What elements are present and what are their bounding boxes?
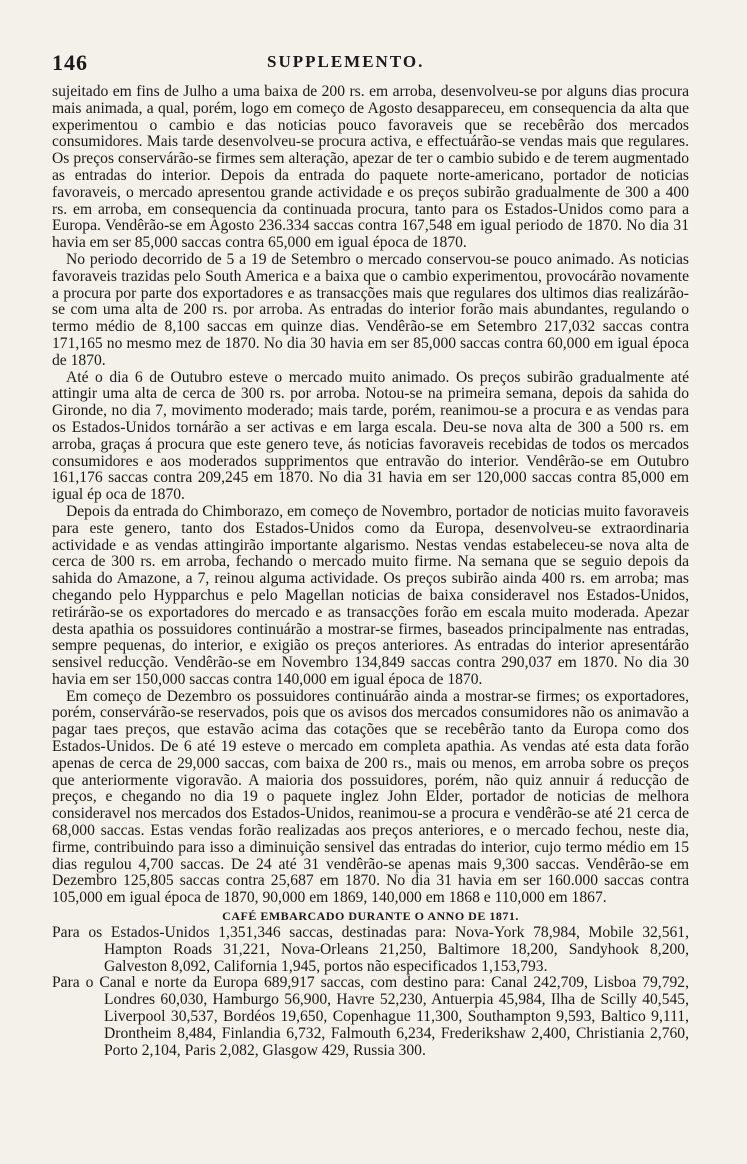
paragraph-october: Até o dia 6 de Outubro esteve o mercado muito animado. Os preços subirão gradualmente até attingir uma alta de cerca de 300 rs. por arroba. Notou-se na primeira semana, depois da sahida do Gironde, no dia 7, movimento moderado; mais tarde, porém, reanimou-se a procura e as vendas para os Estados-Unidos tornárão a ser activas e em larga escala. Deu-se nova alta de 300 a 500 rs. em arroba, graças á procura que este genero teve, ás noticias favoraveis recebidas de todos os mercados consumidores e aos moderados supprimentos que entravão do interior. Vendêrão-se em Outubro 161,176 saccas contra 209,245 em 1870. No dia 31 havia em ser 120,000 saccas contra 85,000 em igual ép oca de 1870.: [52, 368, 689, 504]
body-text: [52, 84, 689, 1059]
paragraph-august: sujeitado em fins de Julho a uma baixa de 200 rs. em arroba, desenvolveu-se por alguns dias procura mais animada, a qual, porém, logo em começo de Agosto desappareceu, em consequencia da alta que experimentou o cambio e das noticias pouco favoraveis que se recebêrão dos mercados consumidores. Mais tarde desenvolveu-se procura activa, e effectuárão-se vendas mais que regulares. Os preços conservárão-se firmes sem alteração, apezar de ter o cambio subido e de terem augmentado as entradas do interior. Depois da entrada do paquete norte-americano, portador de noticias favoraveis, o mercado apresentou grande actividade e os preços subirão gradualmente de 300 a 400 rs. em arroba, em consequencia da continuada procura, tanto para os Estados-Unidos como para a Europa. Vendêrão-se em Agosto 236.334 saccas contra 167,548 em igual periodo de 1870. No dia 31 havia em ser 85,000 saccas contra 65,000 em igual época de 1870.: [52, 83, 689, 252]
shipments-europe: Para o Canal e norte da Europa 689,917 saccas, com destino para: Canal 242,709, Lisboa 79,792, Londres 60,030, Hamburgo 56,900, Havre 52,230, Antuerpia 45,984, Ilha de Scilly 40,545, Liverpool 30,537, Bordéos 19,650, Copenhague 11,300, Southampton 9,593, Baltico 9,111, Drontheim 8,484, Finlandia 6,732, Falmouth 6,234, Frederikshaw 2,400, Christiania 2,760, Porto 2,104, Paris 2,082, Glasgow 429, Russia 300.: [52, 974, 689, 1059]
shipments-united-states: Para os Estados-Unidos 1,351,346 saccas, destinadas para: Nova-York 78,984, Mobile 32,561, Hampton Roads 31,221, Nova-Orleans 21,250, Baltimore 18,200, Sandyhook 8,200, Galveston 8,092, California 1,945, portos não especificados 1,153,793.: [52, 924, 689, 975]
running-title: SUPPLEMENTO.: [267, 52, 425, 71]
paragraph-september: No periodo decorrido de 5 a 19 de Setembro o mercado conservou-se pouco animado. As noticias favoraveis trazidas pelo South America e a baixa que o cambio experimentou, provocárão novamente a procura por parte dos exportadores e as transacções mais que regulares dos ultimos dias realizárão-se com uma alta de 200 rs. por arroba. As entradas do interior forão mais abundantes, regulando o termo médio de 8,100 saccas em quinze dias. Vendêrão-se em Setembro 217,032 saccas contra 171,165 no mesmo mez de 1870. No dia 30 havia em ser 85,000 saccas contra 60,000 em igual época de 1870.: [52, 250, 689, 369]
section-heading: CAFÉ EMBARCADO DURANTE O ANNO DE 1871.: [222, 909, 519, 924]
page-header: [52, 50, 689, 84]
page-number: 146: [52, 50, 88, 75]
paragraph-november: Depois da entrada do Chimborazo, em começo de Novembro, portador de noticias muito favoraveis para este genero, tanto dos Estados-Unidos como da Europa, desenvolveu-se extraordinaria actividade e as vendas attingirão importante algarismo. Nestas vendas estabeleceu-se nova alta de cerca de 300 rs. em arroba, fechando o mercado muito firme. Na semana que se seguio depois da sahida do Amazone, a 7, reinou alguma actividade. Os preços subirão ainda 400 rs. em arroba; mas chegando pelo Hypparchus e pelo Magellan noticias de baixa consideravel nos Estados-Unidos, retirárão-se os exportadores do mercado e as transacções forão em escala muito moderada. Apezar desta apathia os possuidores continuárão a mostrar-se firmes, baseados principalmente nas entradas, sempre pequenas, do interior, e exigião os preços anteriores. As entradas do interior apresentárão sensivel reducção. Vendêrão-se em Novembro 134,849 saccas contra 290,037 em 1870. No dia 30 havia em ser 150,000 saccas contra 140,000 em igual época de 1870.: [52, 502, 689, 688]
paragraph-december: Em começo de Dezembro os possuidores continuárão ainda a mostrar-se firmes; os exportadores, porém, conservárão-se reservados, pois que os avisos dos mercados consumidores não os animavão a pagar taes preços, que estavão acima das cotações que se recebêrão tanto da Europa como dos Estados-Unidos. De 6 até 19 esteve o mercado em completa apathia. As vendas até esta data forão apenas de cerca de 29,000 saccas, com baixa de 200 rs., mais ou menos, em arroba sobre os preços que anteriormente vigoravão. A maioria dos possuidores, porém, não quiz annuir á reducção de preços, e chegando no dia 19 o paquete inglez John Elder, portador de noticias de melhora consideravel nos mercados dos Estados-Unidos, reanimou-se a procura e vendêrão-se até 21 cerca de 68,000 saccas. Estas vendas forão realizadas aos preços anteriores, e o mercado fechou, neste dia, firme, contribuindo para isso a diminuição sensivel das entradas do interior, cujo termo médio em 15 dias regulou 4,700 saccas. De 24 até 31 vendêrão-se apenas mais 9,300 saccas. Vendêrão-se em Dezembro 125,805 saccas contra 25,687 em 1870. No dia 31 havia em ser 160.000 saccas contra 105,000 em igual época de 1870, 90,000 em 1869, 140,000 em 1868 e 110,000 em 1867.: [52, 687, 689, 907]
